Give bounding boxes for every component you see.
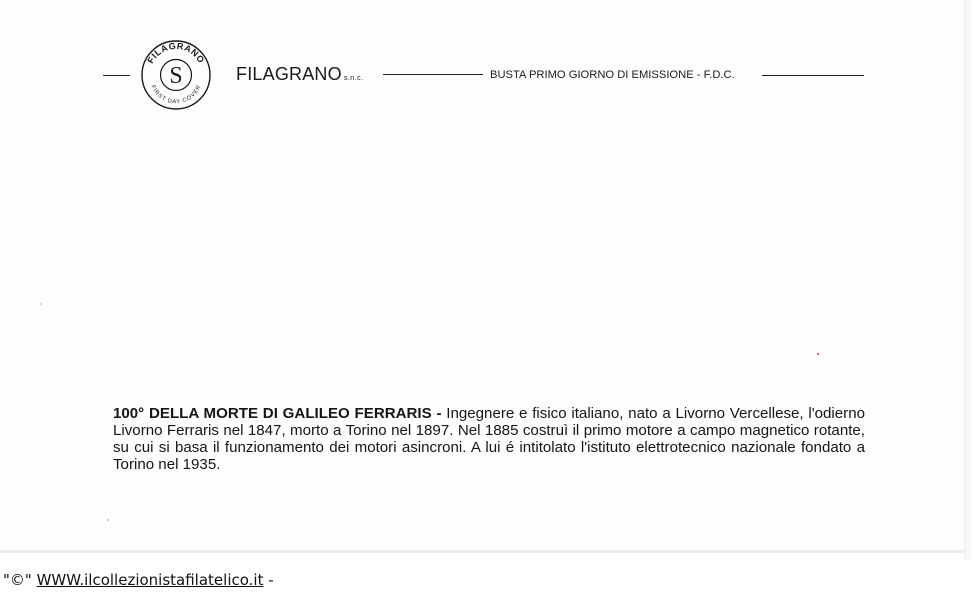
- brand-name: FILAGRANO: [236, 64, 342, 84]
- envelope-edge: [964, 0, 973, 560]
- description-title: 100° DELLA MORTE DI GALILEO FERRARIS -: [113, 405, 442, 422]
- paper-speck: [107, 519, 109, 521]
- copyright-watermark: [3, 571, 274, 589]
- logo-ring-text-top: FILAGRANO: [145, 40, 207, 66]
- paper-speck: [817, 353, 819, 355]
- filagrano-logo-seal: [140, 39, 212, 111]
- logo-ring-text-bottom: FIRST DAY COVER: [149, 84, 203, 106]
- header-rule-middle: [383, 74, 483, 75]
- header-rule-left: [103, 75, 130, 76]
- description-body: Ingegnere e fisico italiano, nato a Livorno Vercellese, l'odierno Livorno Ferraris nel 1847, morto a Torino nel 1897. Nel 1885 costruì il primo motore a campo magnetico rotante, su cui si basa il funzionamento dei motori asincroni. A lui é intitolato l'istituto elettrotecnico nazionale fondato a Torino nel 1935.: [113, 405, 865, 473]
- first-day-cover-label: BUSTA PRIMO GIORNO DI EMISSIONE - F.D.C.: [490, 69, 735, 81]
- paper-speck: [40, 303, 42, 305]
- stamp-description: [113, 405, 865, 473]
- watermark-suffix: -: [268, 571, 274, 589]
- watermark-prefix: "©": [3, 571, 32, 589]
- brand-name-block: [236, 64, 364, 85]
- svg-text:FILAGRANO: [145, 41, 206, 65]
- watermark-url-link[interactable]: WWW.ilcollezionistafilatelico.it: [36, 571, 264, 589]
- header-rule-right: [762, 75, 864, 76]
- brand-suffix: s.n.c.: [343, 75, 364, 82]
- logo-center-letter: S: [169, 63, 183, 89]
